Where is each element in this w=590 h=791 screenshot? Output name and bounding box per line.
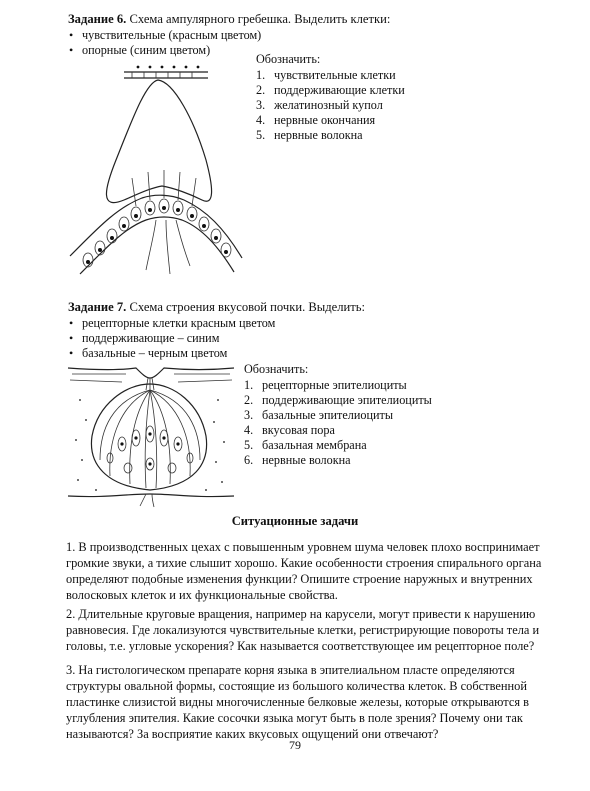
task6-title-number: Задание 6. (68, 12, 127, 26)
task6-legend-item-4: 4. нервные окончания (256, 113, 376, 127)
task6-bullet-1: • чувствительные (красным цветом) (68, 28, 261, 43)
task7-bullet-1: • рецепторные клетки красным цветом (68, 316, 275, 331)
task6-legend-item-2: 2. поддерживающие клетки (256, 83, 405, 97)
task6-legend-item-1: 1. чувствительные клетки (256, 68, 396, 82)
situational-task-1 (66, 539, 586, 603)
situational-task-2 (66, 606, 586, 654)
task-2-line-1: 2. Длительные круговые вращения, например на карусели, могут привести к нарушению (66, 607, 536, 621)
taste-bud-diagram (66, 360, 236, 508)
task-1-line-1: 1. В производственных цехах с повышенным уровнем шума человек плохо воспринимает (66, 540, 540, 554)
task7-legend-item-4: 4. вкусовая пора (244, 423, 335, 437)
task6-bullets (68, 28, 261, 58)
task7-legend (244, 378, 432, 468)
task-3-line-3: пластинке слизистой видны многочисленные белковые железы, которые открываются в (66, 695, 529, 709)
task-2-line-2: равновесия. Где локализуются чувствительные клетки, регистрирующие повороты тела и (66, 623, 540, 637)
task7-legend-item-1: 1. рецепторные эпителиоциты (244, 378, 407, 392)
task6-legend-item-5: 5. нервные волокна (256, 128, 363, 142)
task6-title (68, 12, 390, 27)
ampullary-crest-diagram (66, 60, 246, 282)
task-1-line-4: волосковых клеток и их функциональные свойства. (66, 588, 338, 602)
task7-title-number: Задание 7. (68, 300, 127, 314)
task7-title (68, 300, 365, 315)
situational-title: Ситуационные задачи (231, 514, 359, 528)
task6-bullet-2: • опорные (синим цветом) (68, 43, 261, 58)
task6-legend-item-3: 3. желатинозный купол (256, 98, 383, 112)
task-1-line-2: громкие звуки, а тихие слышит хорошо. Какие особенности строения спирального органа (66, 556, 542, 570)
task7-title-text: Схема строения вкусовой почки. Выделить: (126, 300, 366, 314)
task7-bullet-3: • базальные – черным цветом (68, 346, 275, 361)
task7-legend-item-5: 5. базальная мембрана (244, 438, 367, 452)
task-3-line-1: 3. На гистологическом препарате корня языка в эпителиальном пласте определяются (66, 663, 515, 677)
task7-legend-item-3: 3. базальные эпителиоциты (244, 408, 394, 422)
task7-bullets (68, 316, 275, 361)
task6-title-text: Схема ампулярного гребешка. Выделить клетки: (126, 12, 391, 26)
task7-legend-item-2: 2. поддерживающие эпителиоциты (244, 393, 432, 407)
task6-legend (256, 68, 405, 143)
task-3-line-5: называются? За восприятие каких вкусовых ощущений они отвечают? (66, 727, 439, 741)
task-2-line-3: головы, т.е. угловые ускорения? Как называется соответствующее им рецепторное поле? (66, 639, 535, 653)
page-number: 79 (289, 738, 301, 752)
task7-legend-title: Обозначить: (244, 362, 309, 376)
task-3-line-4: углубления эпителия. Какие сосочки языка могут быть в поле зрения? Почему они так (66, 711, 523, 725)
task7-legend-item-6: 6. нервные волокна (244, 453, 351, 467)
task7-bullet-2: • поддерживающие – синим (68, 331, 275, 346)
task-3-line-2: структуры овальной формы, состоящие из большого количества клеток. В собственной (66, 679, 527, 693)
task-1-line-3: определяют подобные изменения функции? Опишите строение наружных и внутренних (66, 572, 533, 586)
situational-task-3 (66, 662, 586, 742)
task6-legend-title: Обозначить: (256, 52, 321, 66)
